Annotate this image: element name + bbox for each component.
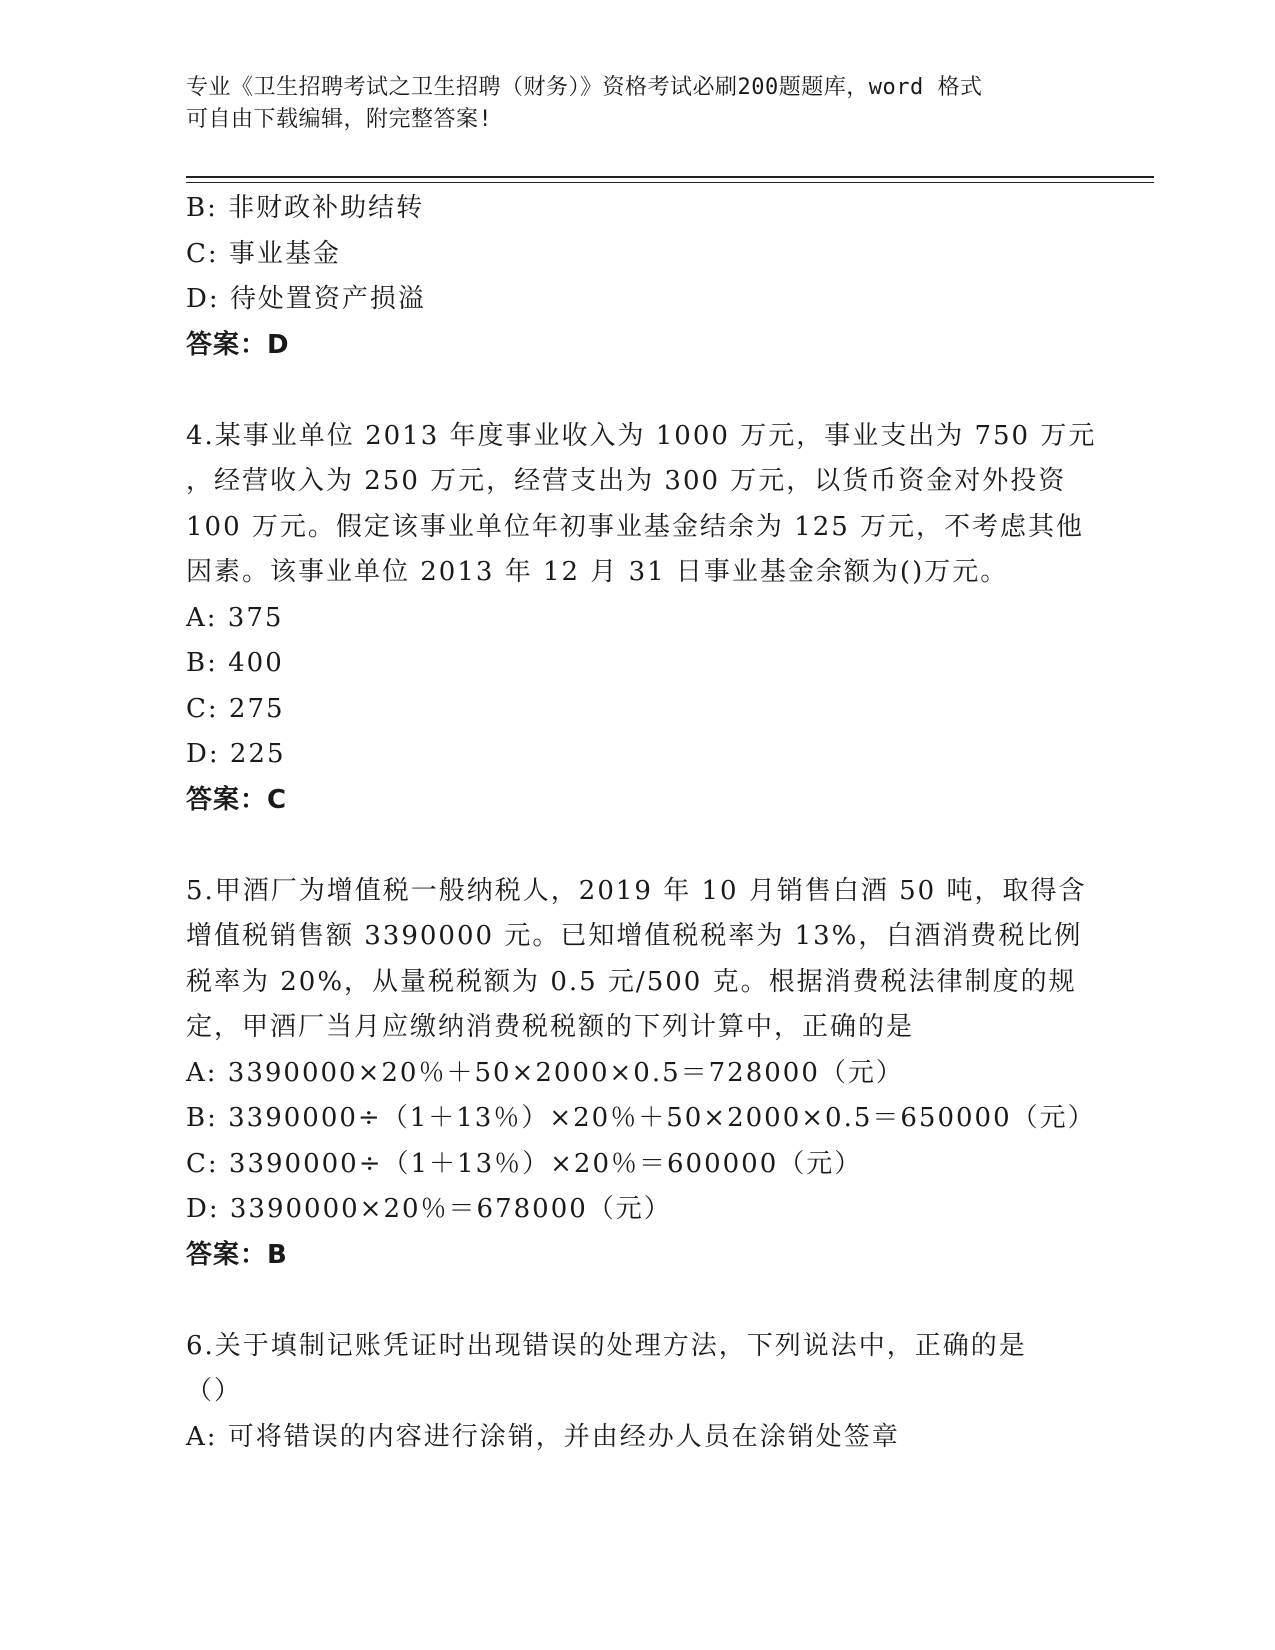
question-text-line: 增值税销售额 3390000 元。已知增值税税率为 13%，白酒消费税比例 <box>186 921 1083 951</box>
answer-label: 答案：B <box>186 1239 288 1270</box>
option-c: C: 事业基金 <box>186 238 341 269</box>
option-d: D: 225 <box>186 739 286 769</box>
option-a: A: 375 <box>186 602 284 633</box>
answer-label: 答案：D <box>186 329 290 360</box>
option-b: B: 400 <box>186 648 284 678</box>
question-4 <box>186 414 1097 824</box>
question-text-line: 6.关于填制记账凭证时出现错误的处理方法，下列说法中，正确的是 <box>186 1330 1027 1361</box>
option-b: B: 3390000÷（1＋13％）×20％＋50×2000×0.5＝650000（元） <box>186 1103 1096 1133</box>
spacer <box>186 368 1086 414</box>
spacer <box>186 1278 1086 1324</box>
header-divider <box>186 176 1154 183</box>
question-text-line: 因素。该事业单位 2013 年 12 月 31 日事业基金余额为()万元。 <box>186 557 1009 587</box>
question-text-line: 4.某事业单位 2013 年度事业收入为 1000 万元，事业支出为 750 万元 <box>186 420 1097 451</box>
document-body <box>186 186 1097 1460</box>
page-header <box>186 72 1086 136</box>
option-d: D: 3390000×20％＝678000（元） <box>186 1194 672 1224</box>
question-text-line: ，经营收入为 250 万元，经营支出为 300 万元，以货币资金对外投资 <box>186 466 1067 496</box>
header-title-line-1: 专业《卫生招聘考试之卫生招聘（财务）》资格考试必刷200题题库，word 格式 <box>186 75 983 100</box>
option-a: A: 可将错误的内容进行涂销，并由经办人员在涂销处签章 <box>186 1421 900 1452</box>
option-c: C: 275 <box>186 693 285 724</box>
question-6 <box>186 1324 1086 1461</box>
question-text-line: （） <box>186 1376 243 1406</box>
answer-label: 答案：C <box>186 784 288 815</box>
question-text-line: 5.甲酒厂为增值税一般纳税人，2019 年 10 月销售白酒 50 吨，取得含 <box>186 875 1087 906</box>
question-text-line: 税率为 20%，从量税税额为 0.5 元/500 克。根据消费税法律制度的规 <box>186 966 1077 997</box>
option-b: B: 非财政补助结转 <box>186 193 425 223</box>
question-text-line: 100 万元。假定该事业单位年初事业基金结余为 125 万元，不考虑其他 <box>186 511 1085 542</box>
question-text-line: 定，甲酒厂当月应缴纳消费税税额的下列计算中，正确的是 <box>186 1012 915 1042</box>
question-5 <box>186 869 1096 1279</box>
option-a: A: 3390000×20％＋50×2000×0.5＝728000（元） <box>186 1057 904 1088</box>
question-3-tail <box>186 186 1086 368</box>
option-d: D: 待处置资产损溢 <box>186 284 426 314</box>
spacer <box>186 823 1086 869</box>
option-c: C: 3390000÷（1＋13％）×20％＝600000（元） <box>186 1148 863 1179</box>
header-title-line-2: 可自由下载编辑，附完整答案! <box>186 107 493 132</box>
